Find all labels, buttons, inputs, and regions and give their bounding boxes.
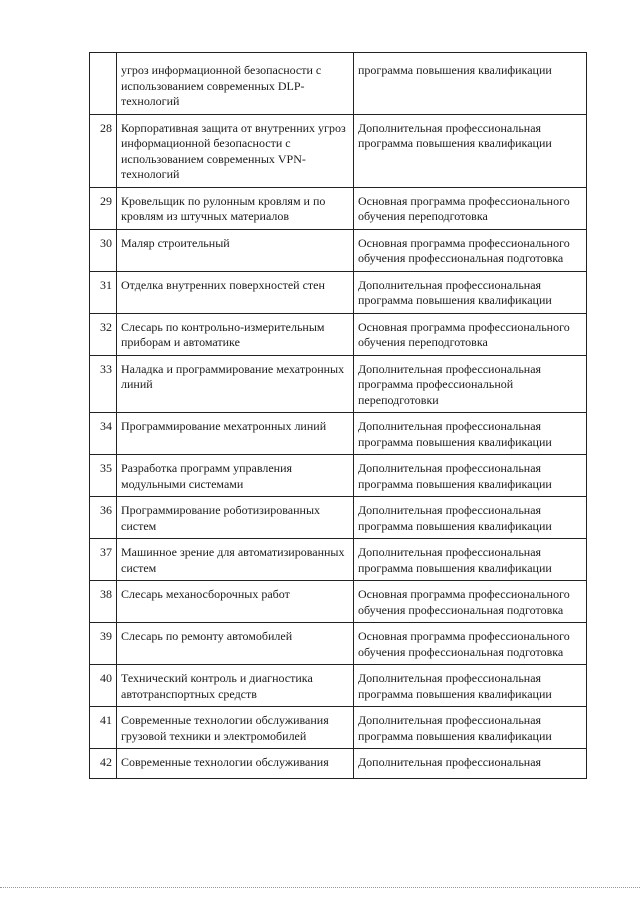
program-type: Дополнительная профессиональная программа повышения квалификации bbox=[354, 114, 587, 187]
table-row bbox=[90, 665, 587, 707]
table-row bbox=[90, 114, 587, 187]
program-type: Дополнительная профессиональная программа повышения квалификации bbox=[354, 271, 587, 313]
programs-table-body bbox=[90, 53, 587, 779]
scan-edge-line bbox=[0, 887, 640, 888]
program-title: Слесарь по ремонту автомобилей bbox=[117, 623, 354, 665]
program-title: Современные технологии обслуживания bbox=[117, 749, 354, 779]
row-number: 33 bbox=[90, 355, 117, 413]
program-type: Дополнительная профессиональная программа повышения квалификации bbox=[354, 497, 587, 539]
table-row bbox=[90, 413, 587, 455]
row-number: 39 bbox=[90, 623, 117, 665]
program-title: Слесарь механосборочных работ bbox=[117, 581, 354, 623]
program-type: Дополнительная профессиональная программа повышения квалификации bbox=[354, 413, 587, 455]
row-number: 42 bbox=[90, 749, 117, 779]
row-number: 38 bbox=[90, 581, 117, 623]
program-title: Слесарь по контрольно-измерительным приборам и автоматике bbox=[117, 313, 354, 355]
program-type: Дополнительная профессиональная программа профессиональной переподготовки bbox=[354, 355, 587, 413]
table-row bbox=[90, 581, 587, 623]
table-row bbox=[90, 187, 587, 229]
table-row bbox=[90, 539, 587, 581]
program-title: Корпоративная защита от внутренних угроз информационной безопасности с использованием современных VPN-технологий bbox=[117, 114, 354, 187]
table-row bbox=[90, 53, 587, 115]
program-type: Дополнительная профессиональная программа повышения квалификации bbox=[354, 455, 587, 497]
program-type: Дополнительная профессиональная bbox=[354, 749, 587, 779]
table-row bbox=[90, 497, 587, 539]
row-number: 41 bbox=[90, 707, 117, 749]
table-row bbox=[90, 271, 587, 313]
program-type: Основная программа профессионального обучения переподготовка bbox=[354, 187, 587, 229]
row-number: 28 bbox=[90, 114, 117, 187]
program-type: Основная программа профессионального обучения профессиональная подготовка bbox=[354, 229, 587, 271]
program-type: Основная программа профессионального обучения профессиональная подготовка bbox=[354, 581, 587, 623]
row-number: 37 bbox=[90, 539, 117, 581]
table-row bbox=[90, 229, 587, 271]
program-title: Маляр строительный bbox=[117, 229, 354, 271]
program-title: угроз информационной безопасности с использованием современных DLP-технологий bbox=[117, 53, 354, 115]
program-title: Отделка внутренних поверхностей стен bbox=[117, 271, 354, 313]
program-type: программа повышения квалификации bbox=[354, 53, 587, 115]
program-title: Технический контроль и диагностика автотранспортных средств bbox=[117, 665, 354, 707]
table-row bbox=[90, 355, 587, 413]
table-row bbox=[90, 455, 587, 497]
program-title: Разработка программ управления модульными системами bbox=[117, 455, 354, 497]
program-title: Наладка и программирование мехатронных линий bbox=[117, 355, 354, 413]
row-number: 31 bbox=[90, 271, 117, 313]
program-type: Основная программа профессионального обучения переподготовка bbox=[354, 313, 587, 355]
program-title: Машинное зрение для автоматизированных систем bbox=[117, 539, 354, 581]
row-number: 40 bbox=[90, 665, 117, 707]
row-number: 29 bbox=[90, 187, 117, 229]
row-number: 36 bbox=[90, 497, 117, 539]
program-type: Дополнительная профессиональная программа повышения квалификации bbox=[354, 665, 587, 707]
row-number: 32 bbox=[90, 313, 117, 355]
program-title: Программирование роботизированных систем bbox=[117, 497, 354, 539]
table-row bbox=[90, 707, 587, 749]
program-title: Кровельщик по рулонным кровлям и по кровлям из штучных материалов bbox=[117, 187, 354, 229]
program-type: Дополнительная профессиональная программа повышения квалификации bbox=[354, 707, 587, 749]
table-row bbox=[90, 313, 587, 355]
row-number: 30 bbox=[90, 229, 117, 271]
table-row bbox=[90, 749, 587, 779]
programs-table bbox=[89, 52, 587, 779]
row-number: 34 bbox=[90, 413, 117, 455]
table-row bbox=[90, 623, 587, 665]
program-title: Программирование мехатронных линий bbox=[117, 413, 354, 455]
row-number bbox=[90, 53, 117, 115]
row-number: 35 bbox=[90, 455, 117, 497]
program-title: Современные технологии обслуживания грузовой техники и электромобилей bbox=[117, 707, 354, 749]
program-type: Основная программа профессионального обучения профессиональная подготовка bbox=[354, 623, 587, 665]
program-type: Дополнительная профессиональная программа повышения квалификации bbox=[354, 539, 587, 581]
